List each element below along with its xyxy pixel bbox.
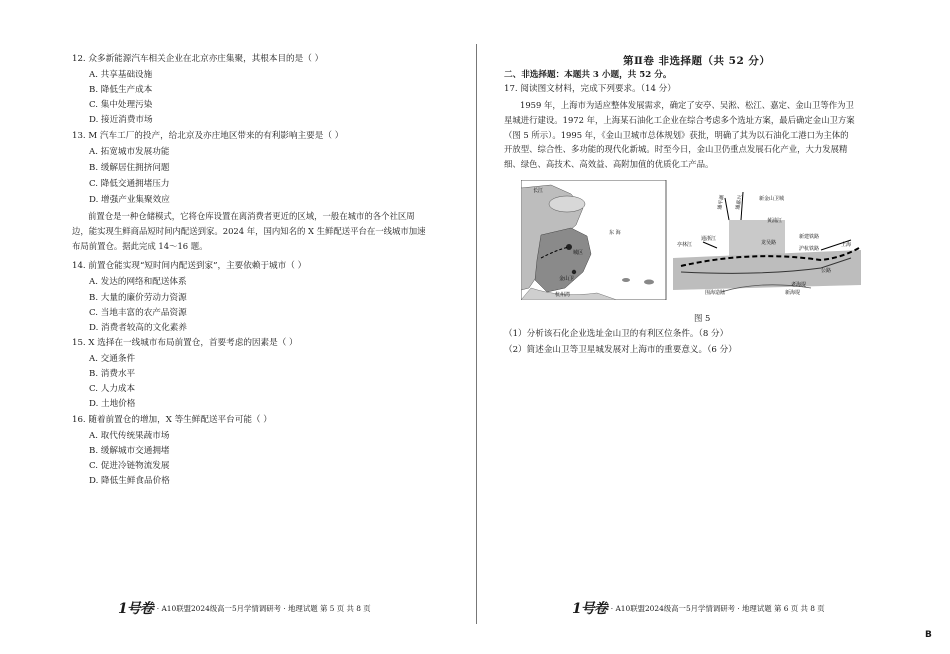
label-tong-zhejiang: 通浙江 <box>701 236 717 242</box>
q13-option-c: C. 降低交通拥堵压力 <box>89 179 170 189</box>
q13-option-b: B. 缓解居住拥挤问题 <box>89 163 170 173</box>
label-new-seawall: 新海堤 <box>785 290 801 296</box>
label-fengjing: 通嘉兴 <box>735 194 744 211</box>
q12-option-a: A. 共享基础设施 <box>89 70 153 80</box>
q13-stem: 13. M 汽车工厂的投产，给北京及亦庄地区带来的有利影响主要是（ ） <box>72 131 344 141</box>
right-page <box>478 0 950 654</box>
footer-text: · A10联盟2024级高一5月学情调研考 · 地理试题 第 6 页 共 8 页 <box>610 603 825 613</box>
q15-option-b: B. 消费水平 <box>89 369 136 379</box>
q13-option-a: A. 拓宽城市发展功能 <box>89 147 170 157</box>
shanghai-map <box>521 180 666 300</box>
q17-sub-1: （1）分析该石化企业选址金山卫的有利区位条件。（8 分） <box>504 329 729 339</box>
q12-option-c: C. 集中处理污染 <box>89 100 153 110</box>
label-jinshanwei: 金山卫 <box>559 276 575 282</box>
label-sea: 东 海 <box>609 230 621 236</box>
q14-option-b: B. 大量的廉价劳动力资源 <box>89 293 187 303</box>
chongming-island <box>549 196 585 212</box>
q17-stem: 17. 阅读图文材料，完成下列要求。（14 分） <box>504 84 676 94</box>
figure-5-map <box>521 180 861 300</box>
label-shanghai: 上海 <box>841 242 852 248</box>
q13-option-d: D. 增强产业集聚效应 <box>89 195 170 205</box>
page-divider <box>476 44 477 624</box>
q14-stem: 14. 前置仓能实现“短时间内配送到家”，主要依赖于城市（ ） <box>72 261 307 271</box>
label-longwu: 龙吴路 <box>761 240 777 246</box>
label-old-seawall: 老海堤 <box>791 282 807 288</box>
label-pinghu: 通平湖 <box>717 194 726 211</box>
q15-option-c: C. 人力成本 <box>89 384 136 394</box>
right-footer <box>572 598 825 618</box>
figure-caption: 图 5 <box>694 313 711 323</box>
section-heading: 二、非选择题：本题共 3 小题，共 52 分。 <box>504 70 672 80</box>
island-1 <box>622 278 630 282</box>
q12-option-d: D. 接近消费市场 <box>89 115 153 125</box>
section-title: 第Ⅱ卷 非选择题（共 52 分） <box>623 55 771 67</box>
q14-option-a: A. 发达的网络和配送体系 <box>89 277 187 287</box>
q16-stem: 16. 随着前置仓的增加，X 等生鲜配送平台可能（ ） <box>72 415 272 425</box>
q17-passage <box>504 98 904 172</box>
q15-option-a: A. 交通条件 <box>89 354 136 364</box>
passage-line-1: 前置仓是一种仓储模式，它将仓库设置在离消费者更近的区域，一般在城市的各个社区周 <box>88 211 415 221</box>
passage-line-3: 布局前置仓。据此完成 14～16 题。 <box>72 240 208 251</box>
version-label: B <box>925 630 932 640</box>
q12-stem: 12. 众多新能源汽车相关企业在北京亦庄集聚，其根本目的是（ ） <box>72 54 324 64</box>
q16-option-d: D. 降低生鲜食品价格 <box>89 476 170 486</box>
q17-sub-2: （2）简述金山卫等卫星城发展对上海市的重要意义。（6 分） <box>504 345 737 355</box>
q17-passage-line-3: （图 5 所示）。1995 年，《金山卫城市总体规划》获批，明确了其为以石油化工港口为主体的 <box>504 129 849 140</box>
q14-option-c: C. 当地丰富的农产品资源 <box>89 308 187 318</box>
q12-option-b: B. 降低生产成本 <box>89 85 153 95</box>
label-tinglin: 亭林江 <box>677 242 693 248</box>
q16-option-a: A. 取代传统果蔬市场 <box>89 431 170 441</box>
q17-passage-line-5: 细、绿色、高技术、高效益、高附加值的优质化工产品。 <box>504 159 714 170</box>
label-yangtze: 长江 <box>533 188 544 194</box>
label-railway: 新建铁路 <box>799 234 820 240</box>
label-huangpu: 黄浦江 <box>767 218 783 224</box>
label-hu-hang: 沪杭铁路 <box>799 246 820 252</box>
left-footer <box>118 598 371 618</box>
q16-option-c: C. 促进冷链物流发展 <box>89 461 170 471</box>
q17-passage-line-4: 开放型、综合性、多功能的现代化新城。时至今日，金山卫仍重点发展石化产业，大力发展精 <box>504 144 848 155</box>
q16-option-b: B. 缓解城市交通拥堵 <box>89 446 170 456</box>
passage-14-16 <box>72 209 457 253</box>
label-reclaim: 围海造陆 <box>705 290 726 296</box>
label-city: 城区 <box>573 250 584 256</box>
footer-text: · A10联盟2024级高一5月学情调研考 · 地理试题 第 5 页 共 8 页 <box>156 603 371 613</box>
q17-passage-line-2: 星城进行建设。1972 年，上海某石油化工企业在综合考虑多个选址方案，最后确定金山卫方案 <box>504 114 855 125</box>
jinshanwei-marker <box>572 270 576 274</box>
island-2 <box>644 280 654 285</box>
brand-logo: 1号卷 <box>572 601 607 617</box>
label-road: 公路 <box>821 268 832 274</box>
brand-logo: 1号卷 <box>118 601 153 617</box>
q17-passage-line-1: 1959 年，上海市为适应整体发展需求，确定了安亭、吴淞、松江、嘉定、金山卫等作为卫 <box>520 100 854 110</box>
label-hangzhou-bay: 杭州湾 <box>555 292 571 298</box>
q15-stem: 15. X 选择在一线城市布局前置仓，首要考虑的因素是（ ） <box>72 338 298 348</box>
jinshanwei-schematic <box>673 180 861 300</box>
passage-line-2: 边，能实现生鲜商品短时间内配送到家。2024 年，国内知名的 X 生鲜配送平台在一线城市加速 <box>72 225 426 236</box>
q15-option-d: D. 土地价格 <box>89 399 136 409</box>
label-new-jinshanwei: 新金山卫城 <box>759 196 785 202</box>
q14-option-d: D. 消费者较高的文化素养 <box>89 323 187 333</box>
